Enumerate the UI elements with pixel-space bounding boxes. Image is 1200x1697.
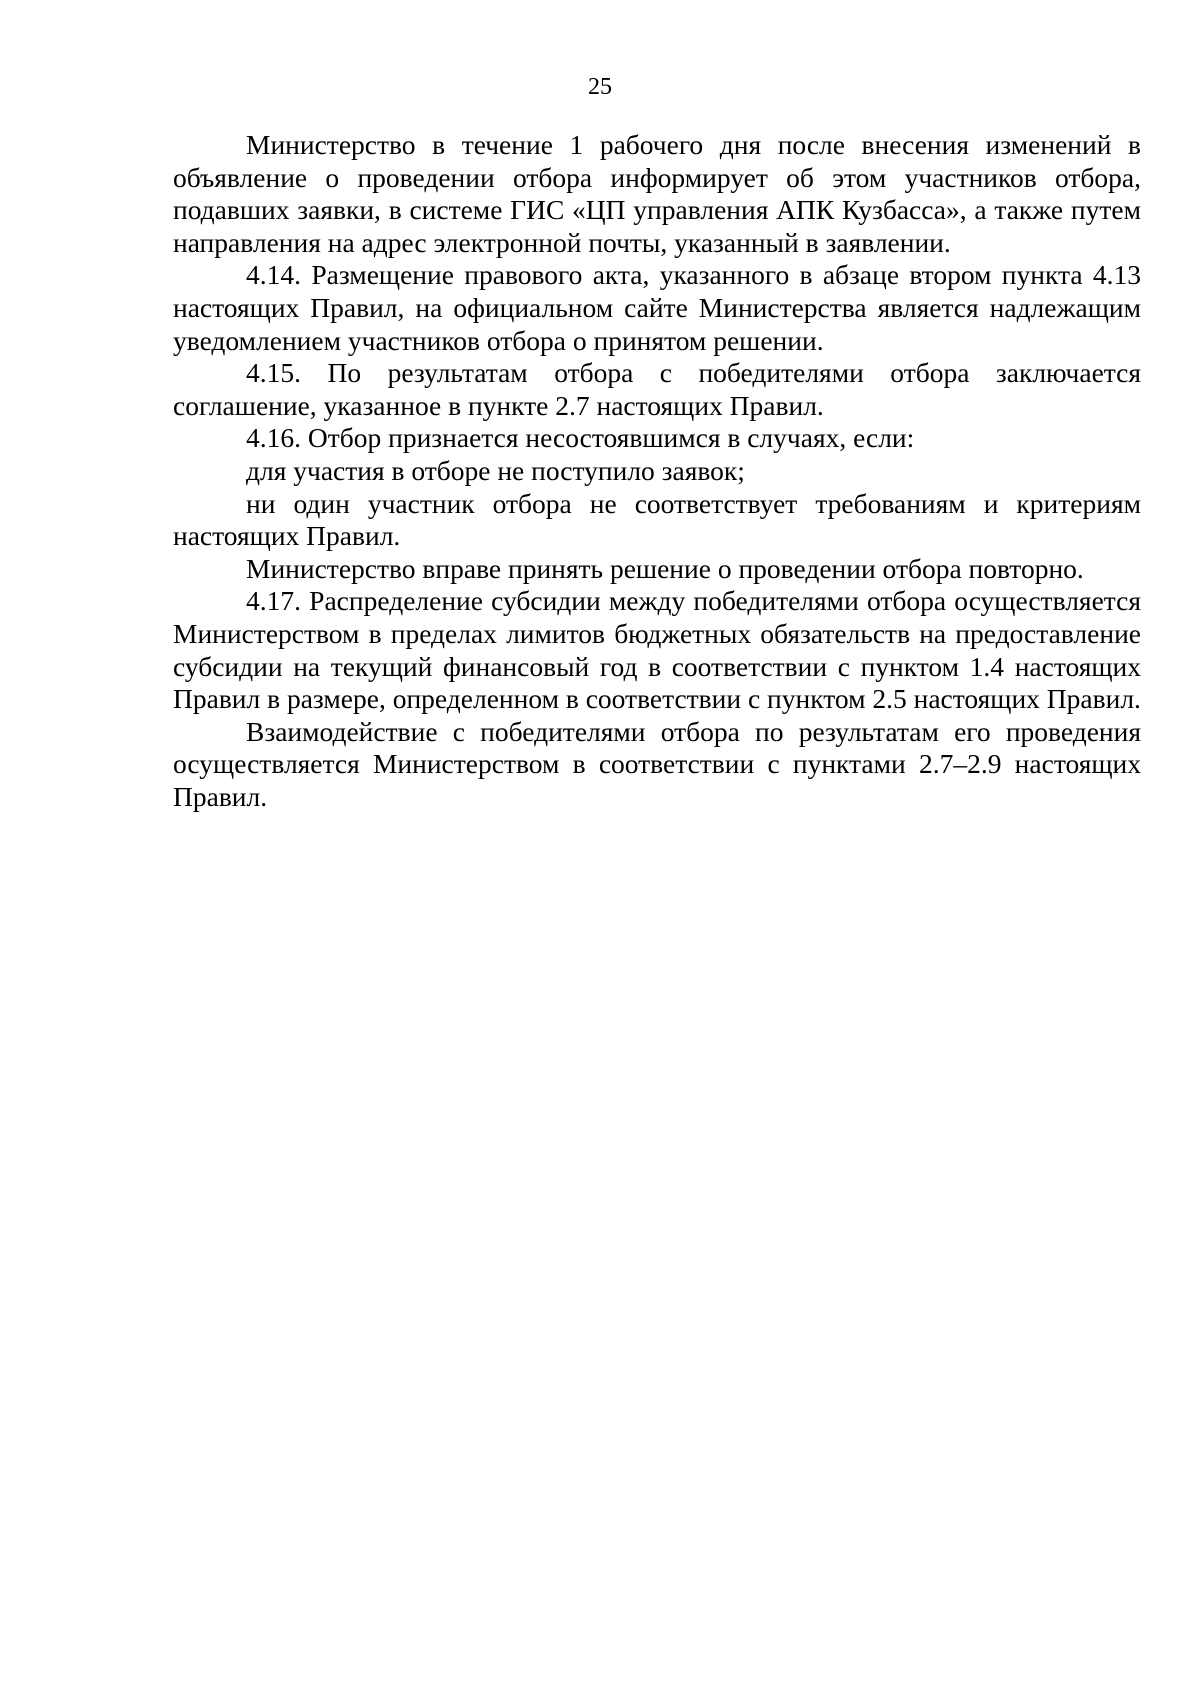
document-body [173, 129, 1141, 813]
paragraph-4-15: 4.15. По результатам отбора с победителями отбора заключается соглашение, указанное в пункте 2.7 настоящих Правил. [173, 357, 1141, 421]
paragraph-ministry-notification: Министерство в течение 1 рабочего дня после внесения изменений в объявление о проведении отбора информирует об этом участников отбора, подавших заявки, в системе ГИС «ЦП управления АПК Кузбасса», а также путем направления на адрес электронной почты, указанный в заявлении. [173, 129, 1141, 258]
paragraph-4-17: 4.17. Распределение субсидии между победителями отбора осуществляется Министерством в пределах лимитов бюджетных обязательств на предоставление субсидии на текущий финансовый год в соответствии с пунктом 1.4 настоящих Правил в размере, определенном в соответствии с пунктом 2.5 настоящих Правил. [173, 585, 1141, 715]
paragraph-no-applications: для участия в отборе не поступило заявок; [246, 454, 745, 486]
paragraph-4-16: 4.16. Отбор признается несостоявшимся в случаях, если: [246, 422, 915, 454]
page-number: 25 [588, 74, 612, 100]
paragraph-4-14: 4.14. Размещение правового акта, указанного в абзаце втором пункта 4.13 настоящих Правил, на официальном сайте Министерства является надлежащим уведомлением участников отбора о принятом решении. [173, 259, 1141, 356]
paragraph-repeat-selection: Министерство вправе принять решение о проведении отбора повторно. [246, 552, 1084, 584]
paragraph-no-compliant-participant: ни один участник отбора не соответствует требованиям и критериям настоящих Правил. [173, 487, 1141, 552]
paragraph-interaction-with-winners: Взаимодействие с победителями отбора по результатам его проведения осуществляется Министерством в соответствии с пунктами 2.7–2.9 настоящих Правил. [173, 715, 1141, 812]
